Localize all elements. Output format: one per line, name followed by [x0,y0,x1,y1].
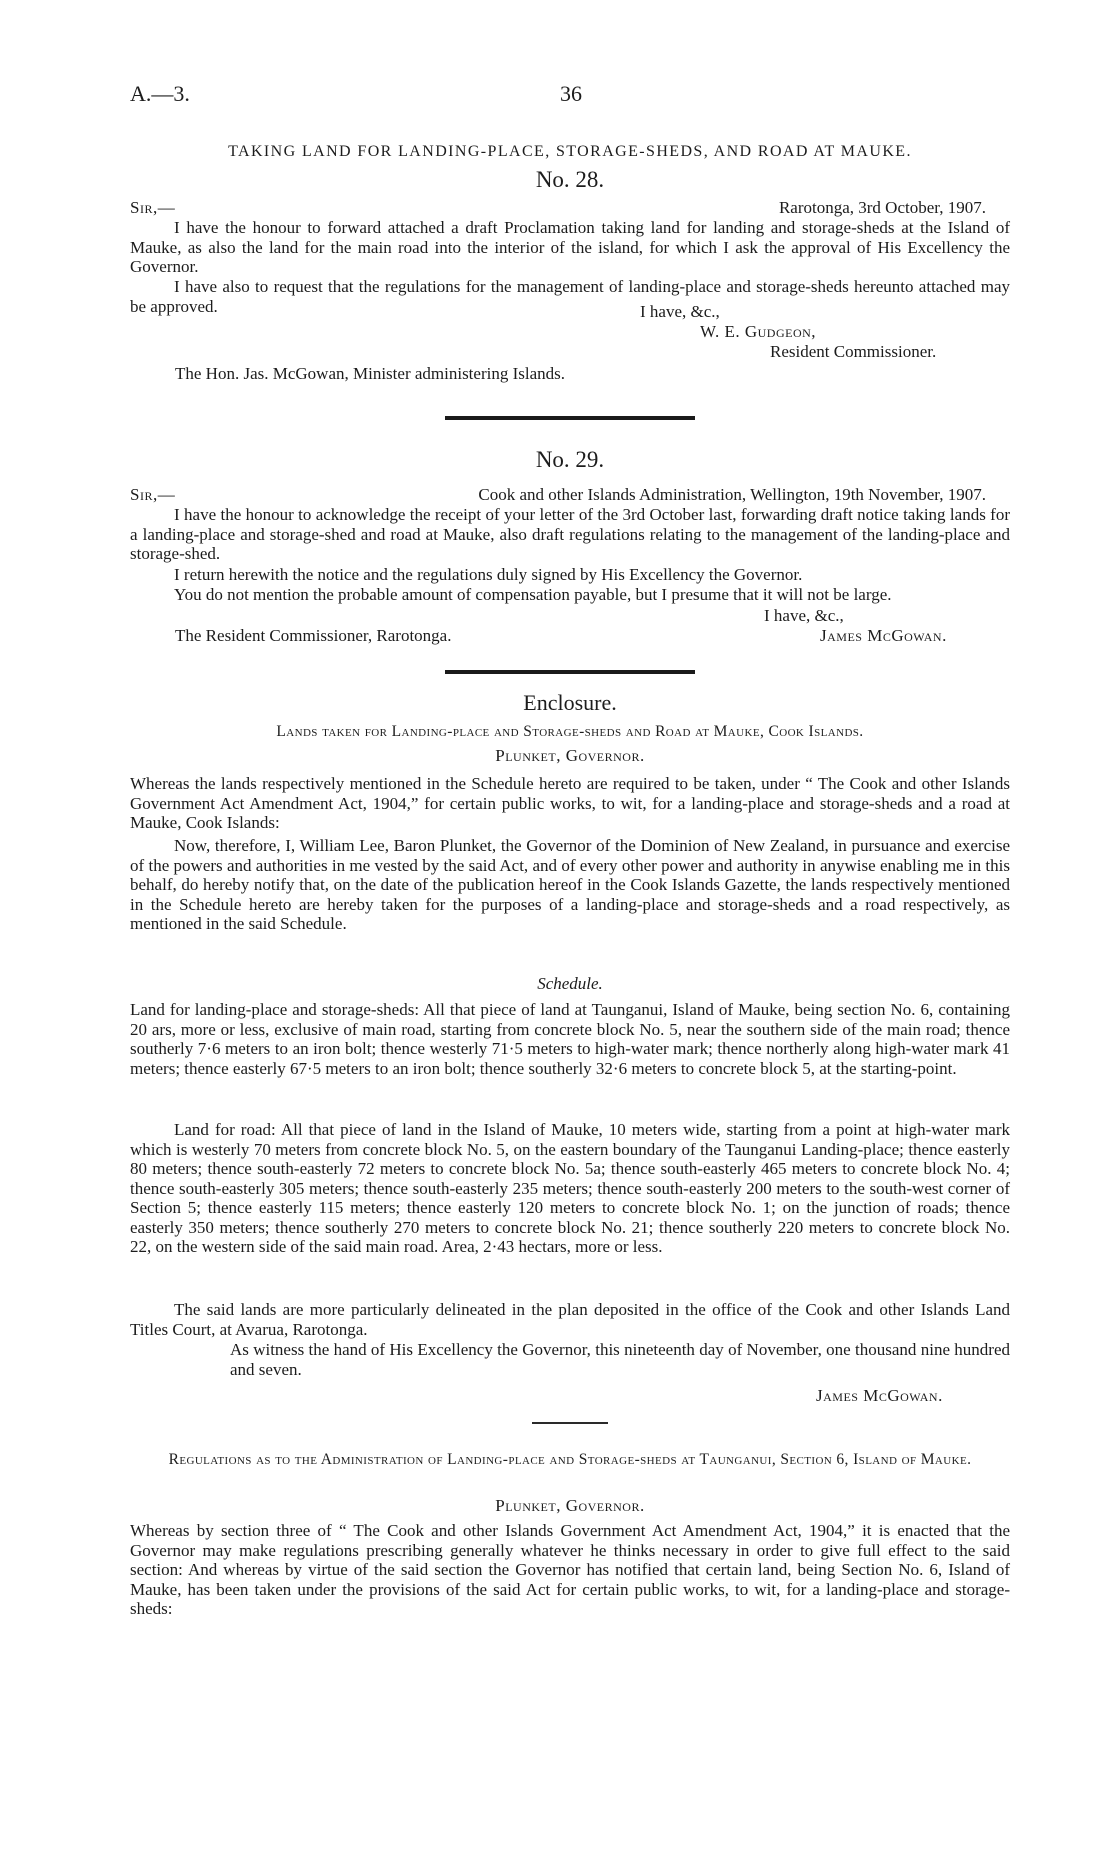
letter-29-paragraph-1: I have the honour to acknowledge the receipt of your letter of the 3rd October last, forwarding draft notice taking lands for a landing-place and storage-shed and road at Mauke, also draft regulations relating to the management of the landing-place and storage-shed. [130,505,1010,563]
enclosure-governor: Plunket, Governor. [495,746,645,765]
plan-delineation: The said lands are more particularly delineated in the plan deposited in the office of the Cook and other Islands Land Titles Court, at Avarua, Rarotonga. [130,1300,1010,1339]
section-divider [445,416,695,420]
enclosure-whereas: Whereas the lands respectively mentioned in the Schedule hereto are required to be taken, under “ The Cook and other Islands Government Act Amendment Act, 1904,” for certain public works, to wit, for a landing-place and storage-sheds and a road at Mauke, Cook Islands: [130,774,1010,832]
enclosure-proclamation: Now, therefore, I, William Lee, Baron Plunket, the Governor of the Dominion of New Zealand, in pursuance and exercise of the powers and authorities in me vested by the said Act, and of every other power and authority in anywise enabling me in this behalf, do hereby notify that, on the date of the publication hereof in the Cook Islands Gazette, the lands respectively mentioned in the Schedule hereto are hereby taken for the purposes of a landing-place and storage-sheds and a road respectively, as mentioned in the said Schedule. [130,836,1010,933]
section-title: TAKING LAND FOR LANDING-PLACE, STORAGE-SHEDS, AND ROAD AT MAUKE. [228,143,912,160]
regulations-governor: Plunket, Governor. [495,1496,645,1515]
section-divider [445,670,695,674]
enclosure-subtitle: Lands taken for Landing-place and Storage-sheds and Road at Mauke, Cook Islands. [276,723,864,740]
letter-29-paragraph-2: I return herewith the notice and the regulations duly signed by His Excellency the Governor. [174,565,803,584]
letter-29-signer: James McGowan. [820,626,947,645]
letter-28-heading: No. 28. [535,167,605,192]
page-number: 36 [560,81,582,106]
letter-29-addressee: The Resident Commissioner, Rarotonga. [175,626,452,645]
letter-29-closing: I have, &c., [764,606,844,625]
witness-clause: As witness the hand of His Excellency the Governor, this nineteenth day of November, one thousand nine hundred and seven. [230,1340,1010,1379]
letter-28-paragraph-1: I have the honour to forward attached a draft Proclamation taking land for landing and storage-sheds at the Island of Mauke, as also the land for the main road into the interior of the island, for which I ask the approval of His Excellency the Governor. [130,218,1010,276]
document-reference: A.—3. [130,81,190,106]
letter-28-addressee: The Hon. Jas. McGowan, Minister administering Islands. [175,364,565,383]
schedule-land-description: Land for landing-place and storage-sheds: All that piece of land at Taunganui, Island of Mauke, being section No. 6, containing 20 ars, more or less, exclusive of main road, starting from concrete block No. 5, near the southern side of the main road; thence southerly 7·6 meters to an iron bolt; thence westerly 71·5 meters to high-water mark; thence northerly along high-water mark 41 meters; thence easterly 67·5 meters to an iron bolt; thence southerly 32·6 meters to concrete block 5, at the starting-point. [130,1000,1010,1078]
schedule-heading: Schedule. [537,974,603,993]
letter-28-closing: I have, &c., [640,302,720,321]
schedule-road-description: Land for road: All that piece of land in the Island of Mauke, 10 meters wide, starting from a point at high-water mark which is westerly 70 meters from concrete block No. 5, on the eastern boundary of the Taunganui Landing-place; thence easterly 80 meters; thence south-easterly 72 meters to concrete block No. 5a; thence south-easterly 465 meters to concrete block No. 4; thence south-easterly 305 meters; thence south-easterly 235 meters; thence south-easterly 200 meters to the south-west corner of Section 5; thence easterly 115 meters; thence easterly 120 meters to concrete block No. 1; on the junction of roads; thence easterly 350 meters; thence southerly 270 meters to concrete block No. 21; thence southerly 220 meters to concrete block No. 22, on the western side of the said main road. Area, 2·43 hectars, more or less. [130,1120,1010,1256]
letter-29-paragraph-3: You do not mention the probable amount of compensation payable, but I presume that it will not be large. [174,585,892,604]
short-divider [532,1422,608,1424]
letter-29-salutation: Sir,— [130,485,176,504]
regulations-heading: Regulations as to the Administration of Landing-place and Storage-sheds at Taunganui, Section 6, Island of Mauke. [168,1451,972,1468]
letter-28-paragraph-2: I have also to request that the regulations for the management of landing-place and storage-sheds hereunto attached may be approved. [130,277,1010,316]
letter-28-place-date: Rarotonga, 3rd October, 1907. [778,198,986,217]
letter-29-place-date: Cook and other Islands Administration, Wellington, 19th November, 1907. [478,485,986,504]
enclosure-heading: Enclosure. [523,690,617,715]
letter-28-salutation: Sir,— [130,198,176,217]
letter-28-signer-title: Resident Commissioner. [770,342,937,361]
letter-28-signer: W. E. Gudgeon, [700,322,817,341]
regulations-whereas: Whereas by section three of “ The Cook and other Islands Government Act Amendment Act, 1904,” it is enacted that the Governor may make regulations prescribing generally whatever he thinks necessary in order to give full effect to the said section: And whereas by virtue of the said section the Governor has notified that certain land, being Section No. 6, Island of Mauke, has been taken under the provisions of the said Act for certain public works, to wit, for a landing-place and storage-sheds: [130,1521,1010,1618]
enclosure-signer: James McGowan. [816,1386,943,1405]
letter-29-heading: No. 29. [535,447,605,472]
